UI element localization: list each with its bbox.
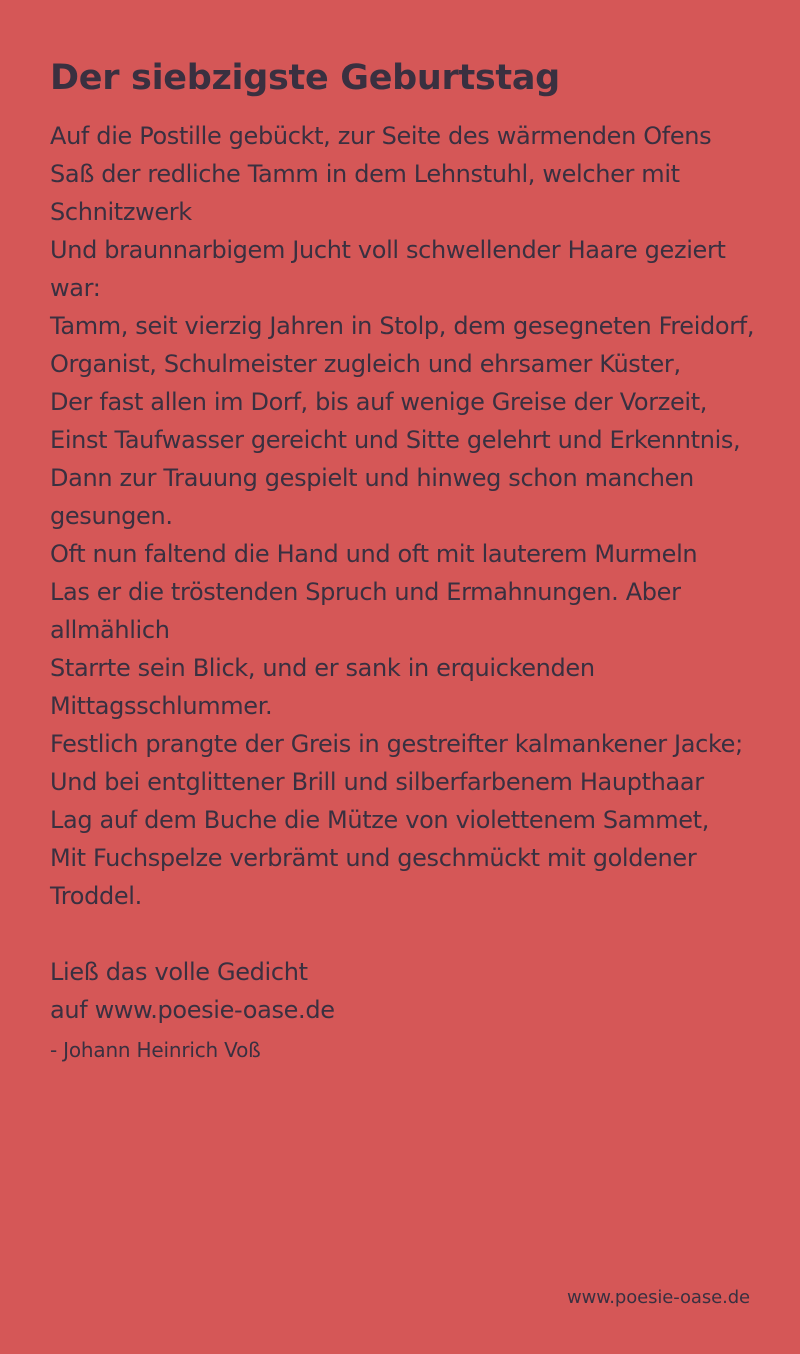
poem-line: Der fast allen im Dorf, bis auf wenige Greise der Vorzeit, [50, 388, 708, 416]
poem-title: Der siebzigste Geburtstag [50, 58, 560, 98]
poem-line: Mit Fuchspelze verbrämt und geschmückt mit goldener Troddel. [50, 844, 697, 910]
poem-card [50, 56, 760, 1065]
poem-line: Oft nun faltend die Hand und oft mit lauterem Murmeln [50, 540, 698, 568]
poem-line: Und braunnarbigem Jucht voll schwellender Haare geziert war: [50, 236, 726, 302]
poem-line: Organist, Schulmeister zugleich und ehrsamer Küster, [50, 350, 681, 378]
poem-line: Dann zur Trauung gespielt und hinweg schon manchen gesungen. [50, 464, 694, 530]
poem-line: Tamm, seit vierzig Jahren in Stolp, dem gesegneten Freidorf, [50, 312, 755, 340]
poem-body [50, 117, 760, 915]
poem-line: Festlich prangte der Greis in gestreifter kalmankener Jacke; [50, 730, 743, 758]
read-more-line-1: Ließ das volle Gedicht [50, 958, 308, 986]
poem-line: Und bei entglittener Brill und silberfarbenem Haupthaar [50, 768, 704, 796]
poem-line: Las er die tröstenden Spruch und Ermahnungen. Aber allmählich [50, 578, 681, 644]
poem-line: Lag auf dem Buche die Mütze von violettenem Sammet, [50, 806, 709, 834]
poem-line: Einst Taufwasser gereicht und Sitte gelehrt und Erkenntnis, [50, 426, 741, 454]
read-more-line-2: auf www.poesie-oase.de [50, 996, 335, 1024]
poem-line: Saß der redliche Tamm in dem Lehnstuhl, welcher mit Schnitzwerk [50, 160, 680, 226]
poem-line: Starrte sein Blick, und er sank in erquickenden Mittagsschlummer. [50, 654, 595, 720]
read-more-note [50, 953, 760, 1029]
footer-website: www.poesie-oase.de [567, 1287, 750, 1308]
poem-author: - Johann Heinrich Voß [50, 1038, 261, 1062]
poem-line: Auf die Postille gebückt, zur Seite des wärmenden Ofens [50, 122, 712, 150]
